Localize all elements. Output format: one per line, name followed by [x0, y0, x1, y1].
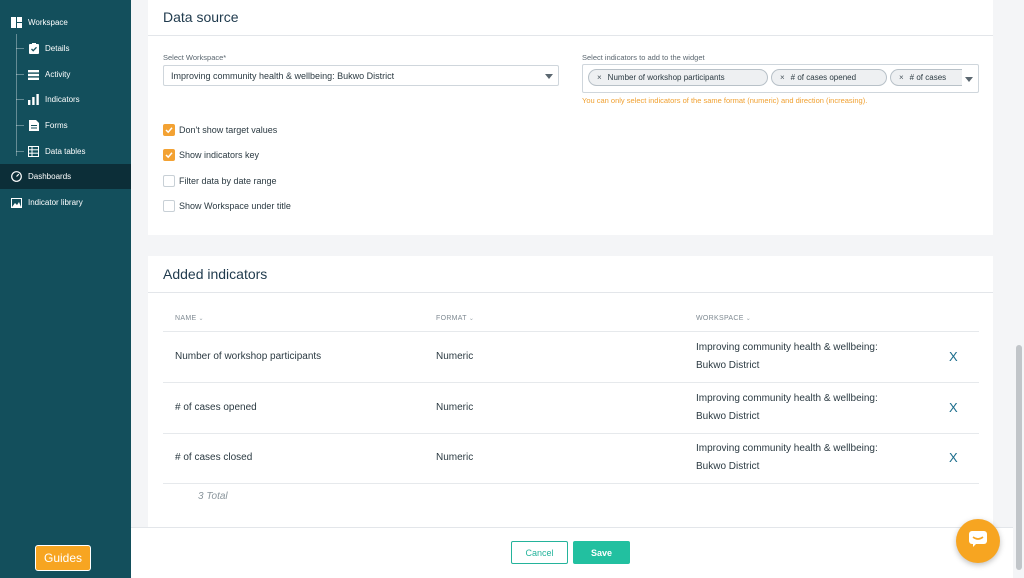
sort-icon: ⌄ [198, 316, 204, 322]
option-label: Show Workspace under title [179, 200, 291, 211]
sort-icon: ⌄ [745, 316, 752, 322]
workspace-select-value: Improving community health & wellbeing: Bukwo District [171, 70, 395, 81]
sidebar-item-label: Dashboards [28, 172, 72, 181]
sidebar-item-workspace[interactable] [0, 10, 131, 35]
row-divider [163, 433, 979, 434]
tag-remove-icon[interactable]: × [899, 73, 904, 82]
remove-row-button[interactable]: X [949, 450, 958, 465]
sidebar-item-forms[interactable] [0, 113, 131, 138]
checkbox-unchecked[interactable] [163, 200, 175, 212]
column-header-label: NAME [175, 315, 197, 322]
sort-icon: ⌄ [468, 316, 475, 322]
tag-remove-icon[interactable]: × [597, 73, 602, 82]
chat-button[interactable] [956, 519, 1000, 563]
chevron-down-icon [965, 77, 973, 82]
row-workspace-line: Bukwo District [696, 360, 760, 371]
row-workspace [696, 440, 878, 476]
option-show-indicators-key[interactable] [163, 148, 259, 161]
divider [148, 292, 993, 293]
row-divider [163, 382, 979, 383]
indicator-tag [771, 69, 887, 86]
sidebar-item-label: Forms [45, 121, 68, 130]
list-icon [28, 69, 39, 80]
added-indicators-title: Added indicators [163, 266, 268, 282]
checkbox-checked[interactable] [163, 149, 175, 161]
chat-icon [969, 531, 987, 552]
row-name: # of cases opened [175, 402, 257, 413]
sidebar-item-label: Data tables [45, 147, 86, 156]
tag-remove-icon[interactable]: × [780, 73, 785, 82]
row-workspace [696, 390, 878, 426]
indicators-hint: You can only select indicators of the same format (numeric) and direction (increasing). [582, 96, 868, 105]
workspace-select[interactable] [163, 65, 559, 86]
row-name: Number of workshop participants [175, 351, 322, 362]
sidebar-item-label: Indicator library [28, 198, 83, 207]
table-icon [28, 146, 39, 157]
indicator-tag [588, 69, 768, 86]
sidebar-item-indicators[interactable] [0, 87, 131, 112]
remove-row-button[interactable]: X [949, 400, 958, 415]
tag-label: # of cases [909, 73, 947, 82]
bar-chart-icon [28, 94, 39, 105]
guides-button[interactable]: Guides [35, 545, 91, 571]
total-count: 3 Total [198, 491, 228, 502]
column-header-name[interactable] [175, 315, 204, 322]
option-filter-by-date-range[interactable] [163, 174, 277, 187]
column-header-label: WORKSPACE [696, 315, 744, 322]
sidebar-item-indicator-library[interactable] [0, 190, 131, 215]
sidebar-item-label: Workspace [28, 18, 68, 27]
column-header-workspace[interactable] [696, 315, 751, 322]
row-divider [163, 331, 979, 332]
indicators-select-label: Select indicators to add to the widget [582, 53, 705, 62]
workspace-icon [11, 17, 22, 28]
remove-row-button[interactable]: X [949, 349, 958, 364]
tag-label: # of cases opened [790, 73, 857, 82]
row-name: # of cases closed [175, 452, 253, 463]
row-format: Numeric [436, 351, 474, 362]
sidebar-item-label: Details [45, 44, 70, 53]
clipboard-icon [28, 43, 39, 54]
sidebar-item-label: Activity [45, 70, 71, 79]
row-divider [163, 483, 979, 484]
column-header-format[interactable] [436, 315, 474, 322]
sidebar-item-details[interactable] [0, 36, 131, 61]
data-source-title: Data source [163, 9, 239, 25]
tag-label: Number of workshop participants [607, 73, 725, 82]
row-workspace-line: Improving community health & wellbeing: [696, 342, 878, 353]
row-format: Numeric [436, 452, 474, 463]
row-workspace-line: Bukwo District [696, 411, 760, 422]
checkbox-unchecked[interactable] [163, 175, 175, 187]
row-workspace-line: Improving community health & wellbeing: [696, 393, 878, 404]
row-workspace-line: Bukwo District [696, 461, 760, 472]
sidebar-item-data-tables[interactable] [0, 139, 131, 164]
workspace-select-label: Select Workspace* [163, 53, 227, 62]
row-format: Numeric [436, 402, 474, 413]
checkbox-checked[interactable] [163, 124, 175, 136]
sidebar [0, 0, 131, 578]
chevron-down-icon [545, 74, 553, 79]
option-label: Show indicators key [179, 149, 260, 160]
image-icon [11, 197, 22, 208]
cancel-button[interactable]: Cancel [511, 541, 568, 564]
indicators-multiselect[interactable] [582, 64, 979, 93]
option-label: Filter data by date range [179, 175, 277, 186]
indicator-tag [890, 69, 962, 86]
sidebar-item-dashboards[interactable] [0, 164, 131, 189]
option-dont-show-target-values[interactable] [163, 123, 277, 136]
option-show-workspace-under-title[interactable] [163, 199, 291, 212]
gauge-icon [11, 171, 22, 182]
option-label: Don't show target values [179, 124, 278, 135]
sidebar-item-label: Indicators [45, 95, 80, 104]
row-workspace [696, 339, 878, 375]
sidebar-item-activity[interactable] [0, 62, 131, 87]
divider [148, 35, 993, 36]
scrollbar-thumb[interactable] [1016, 345, 1022, 570]
save-button[interactable]: Save [573, 541, 630, 564]
column-header-label: FORMAT [436, 315, 467, 322]
row-workspace-line: Improving community health & wellbeing: [696, 443, 878, 454]
document-icon [28, 120, 39, 131]
